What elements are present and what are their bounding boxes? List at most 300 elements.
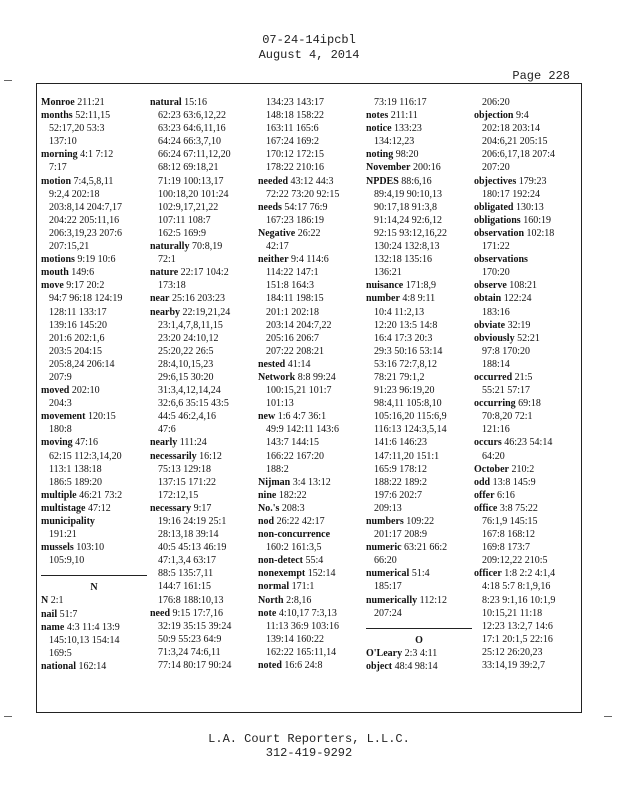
index-entry: nine 182:22 xyxy=(258,489,307,501)
index-entry-continuation: 166:22 167:20 xyxy=(266,450,325,462)
index-entry: nested 41:14 xyxy=(258,358,311,370)
margin-mark xyxy=(4,80,12,81)
index-entry-continuation: 4:18 5:7 8:1,9,16 xyxy=(482,581,551,593)
index-entry: months 52:11,15 xyxy=(41,110,111,122)
index-entry: motions 9:19 10:6 xyxy=(41,254,116,266)
index-term: North xyxy=(258,594,284,606)
index-term: observation xyxy=(474,227,524,239)
index-entry-continuation: 147:11,20 151:1 xyxy=(374,450,440,462)
index-term: motion xyxy=(41,175,71,187)
index-term: nine xyxy=(258,489,277,501)
index-term: October xyxy=(474,463,509,475)
index-entry-continuation: 17:1 20:1,5 22:16 xyxy=(482,633,553,645)
index-entry-continuation: 102:9,17,21,22 xyxy=(158,201,219,213)
index-entry-continuation: 100:18,20 101:24 xyxy=(158,188,229,200)
index-term: obviate xyxy=(474,319,506,331)
index-term: occurring xyxy=(474,398,516,410)
index-entry-continuation: 186:5 189:20 xyxy=(49,476,103,488)
index-column-4 xyxy=(366,96,472,673)
index-entry-continuation: 170:12 172:15 xyxy=(266,149,325,161)
index-entry-continuation: 42:17 xyxy=(266,241,289,253)
index-entry-continuation: 68:12 69:18,21 xyxy=(158,162,219,174)
index-entry-continuation: 64:20 xyxy=(482,450,505,462)
index-entry-continuation: 184:11 198:15 xyxy=(266,293,324,305)
index-entry-continuation: 32:19 35:15 39:24 xyxy=(158,620,232,632)
index-term: November xyxy=(366,162,411,174)
header-date: August 4, 2014 xyxy=(258,48,360,62)
index-entry: nearby 22:19,21,24 xyxy=(150,306,231,318)
index-term: objectives xyxy=(474,175,517,187)
index-entry-continuation: 28:13,18 39:14 xyxy=(158,529,219,541)
index-term: observe xyxy=(474,280,507,292)
index-entry-continuation: 207:9 xyxy=(49,371,72,383)
index-entry: obviate 32:19 xyxy=(474,319,531,331)
index-entry-continuation: 10:15,21 11:18 xyxy=(482,607,543,619)
index-entry-continuation: 40:5 45:13 46:19 xyxy=(158,542,227,554)
index-entry-continuation: 178:22 210:16 xyxy=(266,162,325,174)
index-term: naturally xyxy=(150,241,190,253)
index-entry: odd 13:8 145:9 xyxy=(474,476,536,488)
index-entry: noting 98:20 xyxy=(366,149,419,161)
index-entry: numerically 112:12 xyxy=(366,594,448,606)
index-entry-continuation: 203:14 204:7,22 xyxy=(266,319,332,331)
index-entry: naturally 70:8,19 xyxy=(150,241,223,253)
index-entry-continuation: 169:8 173:7 xyxy=(482,542,531,554)
index-entry-continuation: 78:21 79:1,2 xyxy=(374,371,425,383)
header-docket: 07-24-14ipcbl xyxy=(262,33,356,47)
index-entry-continuation: 92:15 93:12,16,22 xyxy=(374,227,448,239)
index-term: new xyxy=(258,411,276,423)
index-entry: North 2:8,16 xyxy=(258,594,312,606)
index-term: Negative xyxy=(258,227,296,239)
index-entry: obligated 130:13 xyxy=(474,201,544,213)
index-entry-continuation: 134:23 143:17 xyxy=(266,97,325,108)
index-term: necessary xyxy=(150,502,192,514)
index-term: moving xyxy=(41,437,73,449)
index-entry: non-detect 55:4 xyxy=(258,555,324,567)
index-entry: motion 7:4,5,8,11 xyxy=(41,175,114,187)
index-entry: morning 4:1 7:12 xyxy=(41,149,114,161)
index-entry: nod 26:22 42:17 xyxy=(258,516,325,527)
index-entry-continuation: 165:9 178:12 xyxy=(374,463,428,475)
index-entry-continuation: 137:10 xyxy=(49,136,77,148)
index-entry: nature 22:17 104:2 xyxy=(150,267,229,279)
index-entry: object 48:4 98:14 xyxy=(366,660,438,672)
index-entry-continuation: 206:3,19,23 207:6 xyxy=(49,227,123,239)
index-entry-continuation: 207:15,21 xyxy=(49,241,90,253)
index-entry: nuisance 171:8,9 xyxy=(366,280,437,292)
index-entry-continuation: 10:4 11:2,13 xyxy=(374,306,425,318)
index-entry: N 2:1 xyxy=(41,595,64,607)
index-entry: note 4:10,17 7:3,13 xyxy=(258,607,337,619)
index-entry: new 1:6 4:7 36:1 xyxy=(258,411,327,423)
index-entry: multiple 46:21 73:2 xyxy=(41,489,123,501)
index-entry-continuation: 207:20 xyxy=(482,162,510,174)
index-column-1 xyxy=(41,96,147,673)
index-entry-continuation: 201:17 208:9 xyxy=(374,529,428,541)
index-term: nested xyxy=(258,358,286,370)
index-term: note xyxy=(258,607,277,619)
index-term: needed xyxy=(258,175,288,187)
index-entry-continuation: 25:20,22 26:5 xyxy=(158,345,214,357)
index-entry-continuation: 205:16 206:7 xyxy=(266,332,320,344)
index-entry: observation 102:18 xyxy=(474,227,555,239)
footer-phone: 312-419-9292 xyxy=(265,746,353,760)
index-term: name xyxy=(41,621,65,633)
index-term: nonexempt xyxy=(258,568,306,580)
index-entry: obtain 122:24 xyxy=(474,293,532,305)
index-entry-continuation: 23:1,4,7,8,11,15 xyxy=(158,319,223,331)
index-entry-continuation: 11:13 36:9 103:16 xyxy=(266,620,339,632)
index-entry-continuation: 63:23 64:6,11,16 xyxy=(158,123,226,135)
index-term: mussels xyxy=(41,542,74,554)
index-entry-continuation: 66:20 xyxy=(374,555,397,567)
index-entry-continuation: 77:14 80:17 90:24 xyxy=(158,660,232,672)
index-entry-continuation: 204:22 205:11,16 xyxy=(49,214,120,226)
index-term: near xyxy=(150,293,170,305)
index-entry-continuation: 188:14 xyxy=(482,358,510,370)
index-entry-continuation: 183:16 xyxy=(482,306,510,318)
index-entry-continuation: 137:15 171:22 xyxy=(158,476,217,488)
margin-mark xyxy=(4,716,12,717)
index-term: months xyxy=(41,110,73,122)
index-entry-continuation: 204:3 xyxy=(49,398,72,410)
index-entry-continuation: 101:13 xyxy=(266,398,294,410)
section-divider xyxy=(41,567,147,576)
index-entry: mouth 149:6 xyxy=(41,267,95,279)
index-entry-continuation: 201:6 202:1,6 xyxy=(49,332,105,344)
index-entry: numeric 63:21 66:2 xyxy=(366,542,448,554)
index-entry-continuation: 169:5 xyxy=(49,647,72,659)
index-entry-continuation: 191:21 xyxy=(49,529,77,541)
index-term: nod xyxy=(258,516,275,527)
index-entry-continuation: 52:17,20 53:3 xyxy=(49,123,105,135)
index-entry: occurring 69:18 xyxy=(474,398,541,410)
index-entry-continuation: 72:22 73:20 92:15 xyxy=(266,188,340,200)
index-entry-continuation: 100:15,21 101:7 xyxy=(266,385,332,397)
section-divider xyxy=(366,620,472,629)
index-term: noted xyxy=(258,660,282,672)
index-entry-continuation: 44:5 46:2,4,16 xyxy=(158,411,217,423)
index-entry: NPDES 88:6,16 xyxy=(366,175,432,187)
index-entry: national 162:14 xyxy=(41,660,107,672)
index-term: necessarily xyxy=(150,450,197,462)
index-term: nature xyxy=(150,267,179,279)
index-entry-continuation: 75:13 129:18 xyxy=(158,463,212,475)
index-entry-continuation: 32:6,6 35:15 43:5 xyxy=(158,398,229,410)
footer-reporter: L.A. Court Reporters, L.L.C. xyxy=(208,732,410,746)
index-entry-continuation: 167:8 168:12 xyxy=(482,529,536,541)
index-entry-continuation: 105:9,10 xyxy=(49,555,85,567)
index-term: Nijman xyxy=(258,476,291,488)
index-term: municipality xyxy=(41,516,95,527)
index-entry-continuation: 71:3,24 74:6,11 xyxy=(158,646,221,658)
index-term: offer xyxy=(474,489,495,501)
index-term: numerical xyxy=(366,568,410,580)
index-entry-continuation: 148:18 158:22 xyxy=(266,110,325,122)
index-entry-continuation: 139:14 160:22 xyxy=(266,633,325,645)
index-entry-continuation: 203:5 204:15 xyxy=(49,345,103,357)
index-entry-continuation: 121:16 xyxy=(482,424,510,436)
index-entry-continuation: 205:8,24 206:14 xyxy=(49,358,115,370)
index-entry: near 25:16 203:23 xyxy=(150,293,226,305)
index-entry-continuation: 141:6 146:23 xyxy=(374,437,428,449)
index-term: move xyxy=(41,280,64,292)
index-entry-continuation: 62:15 112:3,14,20 xyxy=(49,450,122,462)
index-term: nail xyxy=(41,608,58,620)
index-entry: obligations 160:19 xyxy=(474,214,551,226)
index-entry: objectives 179:23 xyxy=(474,175,547,187)
index-entry: October 210:2 xyxy=(474,463,535,475)
index-term: non-detect xyxy=(258,555,303,567)
index-term: obligated xyxy=(474,201,514,213)
index-entry: moving 47:16 xyxy=(41,437,98,449)
index-column-5 xyxy=(474,96,580,672)
index-entry: offer 6:16 xyxy=(474,489,515,501)
index-entry: movement 120:15 xyxy=(41,411,116,423)
index-entry: Monroe 211:21 xyxy=(41,97,105,108)
index-entry-continuation: 162:5 169:9 xyxy=(158,227,207,239)
index-entry: name 4:3 11:4 13:9 xyxy=(41,621,120,633)
index-term: obtain xyxy=(474,293,502,305)
index-term: number xyxy=(366,293,400,305)
index-entry: mussels 103:10 xyxy=(41,542,105,554)
index-entry: needed 43:12 44:3 xyxy=(258,175,334,187)
index-entry: need 9:15 17:7,16 xyxy=(150,607,224,619)
index-entry xyxy=(474,253,580,266)
index-entry-continuation: 12:20 13:5 14:8 xyxy=(374,319,438,331)
index-entry-continuation: 49:9 142:11 143:6 xyxy=(266,424,339,436)
index-entry-continuation: 64:24 66:3,7,10 xyxy=(158,136,222,148)
index-entry-continuation: 167:24 169:2 xyxy=(266,136,320,148)
index-entry: November 200:16 xyxy=(366,162,441,174)
index-entry-continuation: 31:3,4,12,14,24 xyxy=(158,385,221,397)
index-entry-continuation: 206:6,17,18 207:4 xyxy=(482,149,556,161)
index-entry-continuation: 206:20 xyxy=(482,97,510,108)
index-entry-continuation: 172:12,15 xyxy=(158,489,199,501)
index-entry-continuation: 207:24 xyxy=(374,607,402,619)
index-entry-continuation: 180:17 192:24 xyxy=(482,188,541,200)
index-term: objection xyxy=(474,110,514,122)
index-term: Network xyxy=(258,371,296,383)
index-term: national xyxy=(41,660,77,672)
section-letter: N xyxy=(90,582,98,594)
index-entry-continuation: 107:11 108:7 xyxy=(158,214,211,226)
index-entry: occurs 46:23 54:14 xyxy=(474,437,553,449)
index-term: notes xyxy=(366,110,389,122)
index-term: No.'s xyxy=(258,502,280,514)
index-term: numbers xyxy=(366,516,404,527)
index-term: noting xyxy=(366,149,394,161)
index-entry-continuation: 130:24 132:8,13 xyxy=(374,241,440,253)
index-entry: No.'s 208:3 xyxy=(258,502,305,514)
index-term: morning xyxy=(41,149,78,161)
index-entry: moved 202:10 xyxy=(41,385,100,397)
index-term: numeric xyxy=(366,542,402,554)
index-entry-continuation: 134:12,23 xyxy=(374,136,415,148)
index-term: NPDES xyxy=(366,175,399,187)
index-entry-continuation: 136:21 xyxy=(374,267,402,279)
index-entry: nail 51:7 xyxy=(41,608,78,620)
index-term: object xyxy=(366,660,393,672)
index-entry-continuation: 201:1 202:18 xyxy=(266,306,320,318)
index-entry-continuation: 170:20 xyxy=(482,267,510,279)
index-entry-continuation: 50:9 55:23 64:9 xyxy=(158,633,222,645)
index-entry-continuation: 167:23 186:19 xyxy=(266,214,325,226)
index-entry-continuation: 202:18 203:14 xyxy=(482,123,541,135)
index-entry: noted 16:6 24:8 xyxy=(258,660,323,672)
index-term: mouth xyxy=(41,267,69,279)
index-entry-continuation: 29:3 50:16 53:14 xyxy=(374,345,443,357)
index-term: N xyxy=(41,595,49,607)
index-entry-continuation: 70:8,20 72:1 xyxy=(482,411,533,423)
index-entry-continuation: 16:4 17:3 20:3 xyxy=(374,332,433,344)
index-entry-continuation: 188:2 xyxy=(266,463,289,475)
index-entry-continuation: 207:22 208:21 xyxy=(266,345,325,357)
index-entry: Network 8:8 99:24 xyxy=(258,371,336,383)
index-entry: nearly 111:24 xyxy=(150,437,207,449)
index-term: neither xyxy=(258,254,289,266)
index-term: notice xyxy=(366,123,392,135)
index-entry-continuation: 53:16 72:7,8,12 xyxy=(374,358,438,370)
index-entry: numbers 109:22 xyxy=(366,516,435,527)
index-entry-continuation: 176:8 188:10,13 xyxy=(158,594,224,606)
index-term: movement xyxy=(41,411,86,423)
index-entry-continuation: 151:8 164:3 xyxy=(266,280,315,292)
index-entry-continuation: 29:6,15 30:20 xyxy=(158,371,214,383)
index-entry xyxy=(258,528,364,541)
index-term: odd xyxy=(474,476,491,488)
index-entry-continuation: 163:11 165:6 xyxy=(266,123,319,135)
index-entry-continuation: 9:2,4 202:18 xyxy=(49,188,100,200)
index-term: obviously xyxy=(474,332,515,344)
index-term: needs xyxy=(258,201,282,213)
index-entry-continuation: 91:14,24 92:6,12 xyxy=(374,214,443,226)
index-term: non-concurrence xyxy=(258,529,331,541)
index-term: officer xyxy=(474,568,502,580)
index-entry: needs 54:17 76:9 xyxy=(258,201,328,213)
index-entry-continuation: 145:10,13 154:14 xyxy=(49,634,120,646)
index-entry-continuation: 91:23 96:19,20 xyxy=(374,385,435,397)
index-column-2 xyxy=(150,96,256,672)
index-entry-continuation: 204:6,21 205:15 xyxy=(482,136,548,148)
margin-mark xyxy=(604,716,612,717)
page-number: Page 228 xyxy=(512,69,570,83)
index-entry: neither 9:4 114:6 xyxy=(258,254,329,266)
index-term: office xyxy=(474,502,498,514)
index-entry-continuation: 55:21 57:17 xyxy=(482,385,531,397)
index-entry: numerical 51:4 xyxy=(366,568,430,580)
index-term: Monroe xyxy=(41,97,75,108)
index-entry-continuation: 173:18 xyxy=(158,280,186,292)
index-entry: Negative 26:22 xyxy=(258,227,321,239)
index-entry-continuation: 209:13 xyxy=(374,502,402,514)
index-entry-continuation: 162:22 165:11,14 xyxy=(266,646,337,658)
index-entry: occurred 21:5 xyxy=(474,371,533,383)
index-term: multiple xyxy=(41,489,77,501)
index-entry-continuation: 12:23 13:2,7 14:6 xyxy=(482,620,553,632)
index-entry-continuation: 180:8 xyxy=(49,424,72,436)
index-term: occurs xyxy=(474,437,502,449)
index-entry-continuation: 72:1 xyxy=(158,254,176,266)
index-entry-continuation: 128:11 133:17 xyxy=(49,306,107,318)
index-entry-continuation: 8:23 9:1,16 10:1,9 xyxy=(482,594,556,606)
index-entry-continuation: 98:4,11 105:8,10 xyxy=(374,398,442,410)
index-entry-continuation: 185:17 xyxy=(374,581,402,593)
index-entry-continuation: 7:17 xyxy=(49,162,67,174)
index-entry: O'Leary 2:3 4:11 xyxy=(366,647,438,659)
index-entry-continuation: 203:8,14 204:7,17 xyxy=(49,201,123,213)
index-term: observations xyxy=(474,254,528,266)
index-entry: necessarily 16:12 xyxy=(150,450,222,462)
index-entry-continuation: 28:4,10,15,23 xyxy=(158,358,214,370)
index-term: O'Leary xyxy=(366,647,403,659)
index-entry-continuation: 139:16 145:20 xyxy=(49,319,108,331)
index-entry: multistage 47:12 xyxy=(41,502,111,514)
index-entry: natural 15:16 xyxy=(150,97,207,108)
index-entry-continuation: 105:16,20 115:6,9 xyxy=(374,411,447,423)
index-entry: obviously 52:21 xyxy=(474,332,540,344)
index-entry-continuation: 71:19 100:13,17 xyxy=(158,175,224,187)
index-entry-continuation: 132:18 135:16 xyxy=(374,254,433,266)
index-entry: objection 9:4 xyxy=(474,110,529,122)
index-term: normal xyxy=(258,581,290,593)
index-entry: Nijman 3:4 13:12 xyxy=(258,476,331,488)
index-entry-continuation: 66:24 67:11,12,20 xyxy=(158,149,231,161)
index-term: obligations xyxy=(474,214,521,226)
section-letter: O xyxy=(415,634,423,646)
index-entry: notice 133:23 xyxy=(366,123,422,135)
index-term: nearly xyxy=(150,437,178,449)
index-entry: move 9:17 20:2 xyxy=(41,280,105,292)
index-entry-continuation: 88:5 135:7,11 xyxy=(158,568,214,580)
index-entry-continuation: 144:7 161:15 xyxy=(158,581,212,593)
index-entry-continuation: 113:1 138:18 xyxy=(49,463,102,475)
index-term: numerically xyxy=(366,594,418,606)
index-entry-continuation: 114:22 147:1 xyxy=(266,267,319,279)
index-entry xyxy=(41,515,147,528)
index-entry-continuation: 33:14,19 39:2,7 xyxy=(482,660,546,672)
index-entry-continuation: 19:16 24:19 25:1 xyxy=(158,516,227,527)
index-term: natural xyxy=(150,97,182,108)
index-entry-continuation: 90:17,18 91:3,8 xyxy=(374,201,438,213)
index-entry-continuation: 94:7 96:18 124:19 xyxy=(49,293,123,305)
index-term: multistage xyxy=(41,502,86,514)
index-entry-continuation: 171:22 xyxy=(482,241,510,253)
index-entry-continuation: 160:2 161:3,5 xyxy=(266,542,322,554)
index-entry-continuation: 25:12 26:20,23 xyxy=(482,646,543,658)
index-entry-continuation: 188:22 189:2 xyxy=(374,476,428,488)
index-column-3 xyxy=(258,96,364,672)
index-term: occurred xyxy=(474,371,513,383)
index-entry-continuation: 47:6 xyxy=(158,424,176,436)
index-entry-continuation: 97:8 170:20 xyxy=(482,345,531,357)
index-entry-continuation: 76:1,9 145:15 xyxy=(482,516,538,527)
index-entry-continuation: 116:13 124:3,5,14 xyxy=(374,424,447,436)
index-entry-continuation: 89:4,19 90:10,13 xyxy=(374,188,443,200)
index-entry-continuation: 143:7 144:15 xyxy=(266,437,320,449)
index-entry: normal 171:1 xyxy=(258,581,315,593)
index-entry: office 3:8 75:22 xyxy=(474,502,538,514)
index-entry: officer 1:8 2:2 4:1,4 xyxy=(474,568,556,580)
index-term: motions xyxy=(41,254,75,266)
index-entry-continuation: 47:1,3,4 63:17 xyxy=(158,555,217,567)
index-entry: notes 211:11 xyxy=(366,110,418,122)
index-term: nuisance xyxy=(366,280,404,292)
index-entry-continuation: 197:6 202:7 xyxy=(374,489,423,501)
index-entry: number 4:8 9:11 xyxy=(366,293,436,305)
index-entry-continuation: 62:23 63:6,12,22 xyxy=(158,110,227,122)
